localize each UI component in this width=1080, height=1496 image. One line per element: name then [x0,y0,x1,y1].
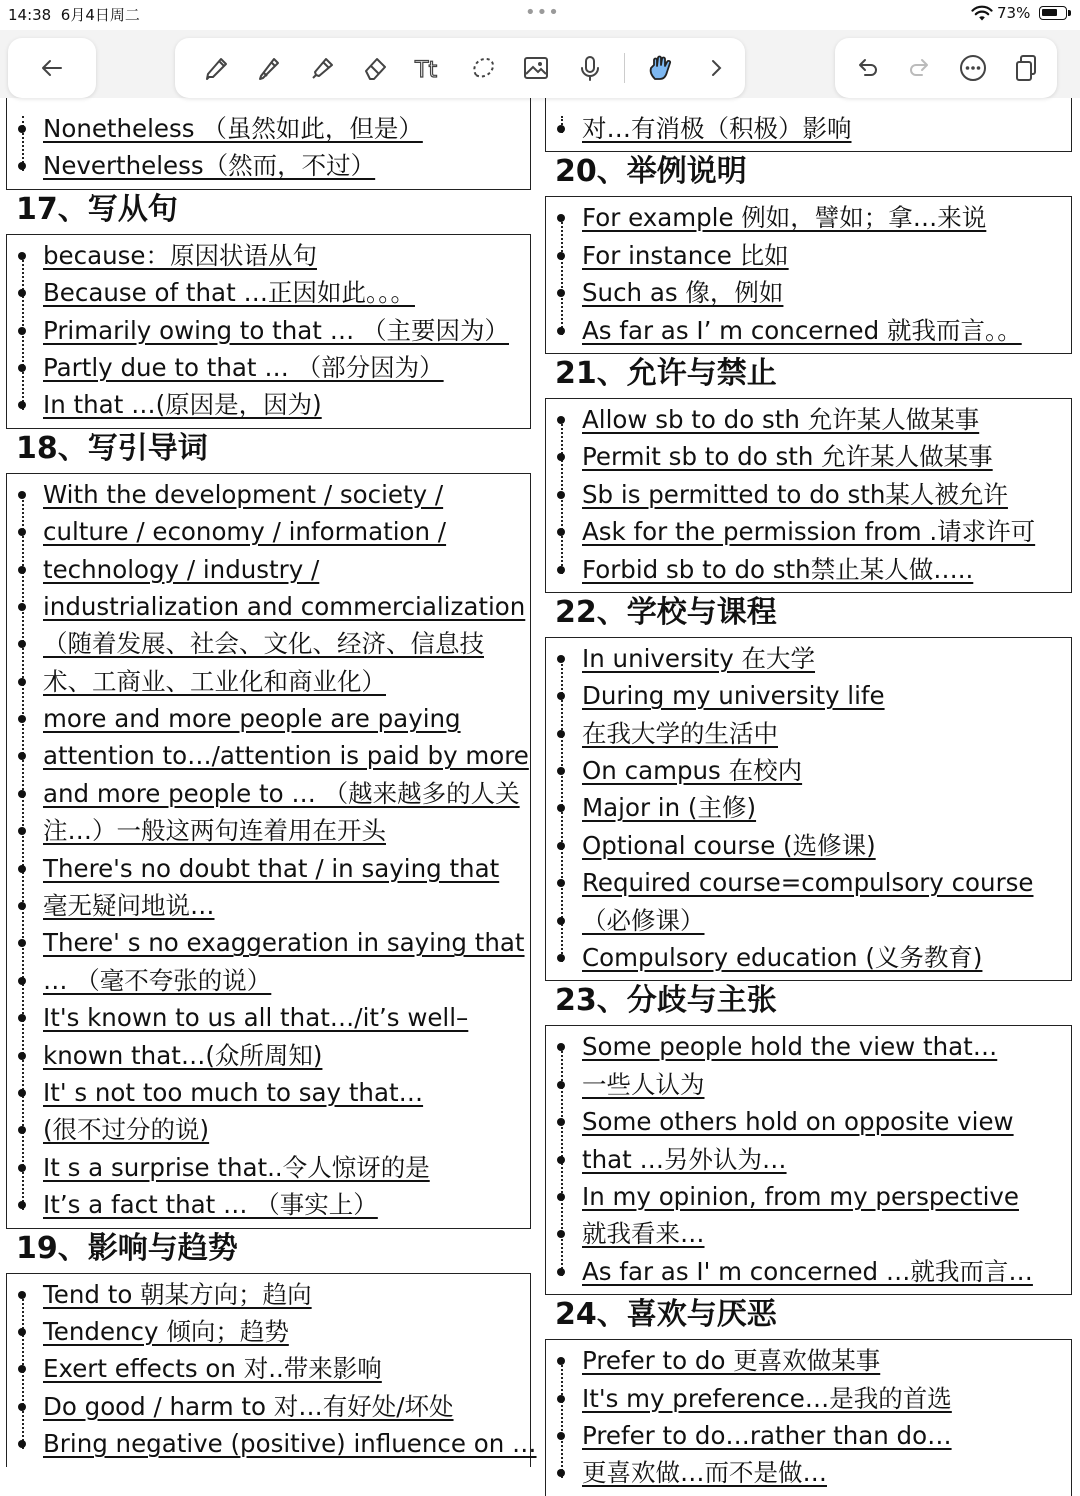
note-box [6,473,531,1229]
list-item: 一些人认为 [546,1066,1071,1103]
list-item: Permit sb to do sth 允许某人做某事 [546,438,1071,475]
list-item: … （毫不夸张的说） [7,962,530,999]
section-title: 22、学校与课程 [555,594,777,630]
section-title: 17、写从句 [16,191,178,227]
list-item: 术、工商业、工业化和商业化） [7,663,530,700]
list-item: and more people to … （越来越多的人关 [7,775,530,812]
note-canvas[interactable] [0,98,1080,1488]
hand-draw-icon[interactable] [643,51,677,85]
list-item: It's my preference…是我的首选 [546,1380,1071,1417]
list-item: Partly due to that … （部分因为） [7,349,530,386]
text-icon[interactable] [411,51,445,85]
note-box [545,1339,1072,1496]
list-item: Major in (主修) [546,789,1071,826]
section-title: 24、喜欢与厌恶 [555,1297,777,1333]
list-item: It's known to us all that…/it’s well– [7,999,530,1036]
redo-icon[interactable] [903,51,937,85]
list-item: Such as 像，例如 [546,274,1071,311]
list-item: It' s not too much to say that… [7,1074,530,1111]
toolbar-divider [624,53,625,83]
list-item: 就我看来… [546,1215,1071,1252]
back-pill [8,38,96,98]
tools-pill [175,38,745,98]
status-bar [0,0,1080,30]
list-item: Nevertheless（然而，不过） [7,147,530,184]
list-item: Ask for the permission from .请求许可 [546,513,1071,550]
battery-tip [1068,10,1071,16]
list-item: Primarily owing to that … （主要因为） [7,312,530,349]
list-item: For instance 比如 [546,237,1071,274]
list-item: It s a surprise that..令人惊讶的是 [7,1149,530,1186]
actions-pill [835,38,1057,98]
list-item: industrialization and commercialization [7,588,530,625]
list-item: 更喜欢做…而不是做… [546,1454,1071,1491]
note-box [545,98,1072,152]
list-item: 对…有消极（积极）影响 [546,110,1071,147]
list-item: For example 例如，譬如；拿…来说 [546,199,1071,236]
lasso-icon[interactable] [466,51,500,85]
list-item: Bring negative (positive) influence on … [7,1425,530,1462]
list-item: Do good / harm to 对…有好处/坏处 [7,1388,530,1425]
list-item: (很不过分的说) [7,1111,530,1148]
list-item: As far as I' m concerned …就我而言… [546,1253,1071,1290]
list-item: During my university life [546,677,1071,714]
note-box [6,1273,537,1467]
list-item: Sb is permitted to do sth某人被允许 [546,476,1071,513]
list-item: Optional course (选修课) [546,827,1071,864]
list-item: In my opinion, from my perspective [546,1178,1071,1215]
list-item: known that…(众所周知) [7,1037,530,1074]
section-title: 20、举例说明 [555,154,747,190]
status-time: 14:38 6月4日周二 [8,6,140,24]
note-box [545,637,1072,982]
list-item: There' s no exaggeration in saying that [7,924,530,961]
list-item: technology / industry / [7,551,530,588]
image-icon[interactable] [519,51,553,85]
list-item: that …另外认为… [546,1141,1071,1178]
list-item: It’s a fact that … （事实上） [7,1186,530,1223]
list-item: Forbid sb to do sth禁止某人做….. [546,551,1071,588]
multitask-dots[interactable]: ••• [525,2,560,23]
list-item: In university 在大学 [546,640,1071,677]
list-item: There's no doubt that / in saying that [7,850,530,887]
list-item: Because of that …正因如此。。。 [7,274,530,311]
svg-text:Tt: Tt [415,58,438,83]
list-item: Nonetheless （虽然如此，但是） [7,110,530,147]
list-item: 注…）一般这两句连着用在开头 [7,812,530,849]
microphone-icon[interactable] [573,51,607,85]
left-column [6,98,537,1467]
list-item: （随着发展、社会、文化、经济、信息技 [7,625,530,662]
list-item: Compulsory education (义务教育) [546,939,1071,976]
note-box [6,98,531,190]
battery-percent: 73% [997,4,1031,22]
back-arrow-icon[interactable] [35,51,69,85]
list-item: Prefer to do…rather than do… [546,1417,1071,1454]
chevron-right-icon[interactable] [699,51,733,85]
list-item: With the development / society / [7,476,530,513]
list-item: 毫无疑问地说… [7,887,530,924]
right-column [545,98,1072,1496]
note-box [6,234,531,429]
list-item: Tendency 倾向；趋势 [7,1313,530,1350]
list-item: Some others hold on opposite view [546,1103,1071,1140]
note-box [545,398,1072,593]
section-title: 18、写引导词 [16,430,208,466]
list-item: Tend to 朝某方向；趋向 [7,1276,530,1313]
section-title: 23、分歧与主张 [555,983,777,1019]
wifi-icon [971,4,993,22]
undo-icon[interactable] [850,51,884,85]
list-item: （必修课） [546,902,1071,939]
list-item: attention to…/attention is paid by more [7,737,530,774]
eraser-icon[interactable] [358,51,392,85]
section-title: 19、影响与趋势 [16,1230,238,1266]
list-item: because：原因状语从句 [7,237,530,274]
note-toolbar [0,30,1080,98]
note-box [545,196,1072,354]
list-item: culture / economy / information / [7,513,530,550]
list-item: Prefer to do 更喜欢做某事 [546,1342,1071,1379]
list-item: more and more people are paying [7,700,530,737]
list-item: Some people hold the view that… [546,1028,1071,1065]
list-item: Required course=compulsory course [546,864,1071,901]
section-title: 21、允许与禁止 [555,355,777,391]
list-item: In that …(原因是，因为) [7,386,530,423]
battery-icon [1039,6,1067,20]
list-item: On campus 在校内 [546,752,1071,789]
list-item: Allow sb to do sth 允许某人做某事 [546,401,1071,438]
list-item: 在我大学的生活中 [546,715,1071,752]
list-item: As far as I’ m concerned 就我而言。。 [546,312,1071,349]
more-icon[interactable] [956,51,990,85]
highlighter-icon[interactable] [305,51,339,85]
pen-icon[interactable] [199,51,233,85]
pages-icon[interactable] [1009,51,1043,85]
pencil-icon[interactable] [252,51,286,85]
note-box [545,1025,1072,1295]
list-item: Exert effects on 对..带来影响 [7,1350,530,1387]
